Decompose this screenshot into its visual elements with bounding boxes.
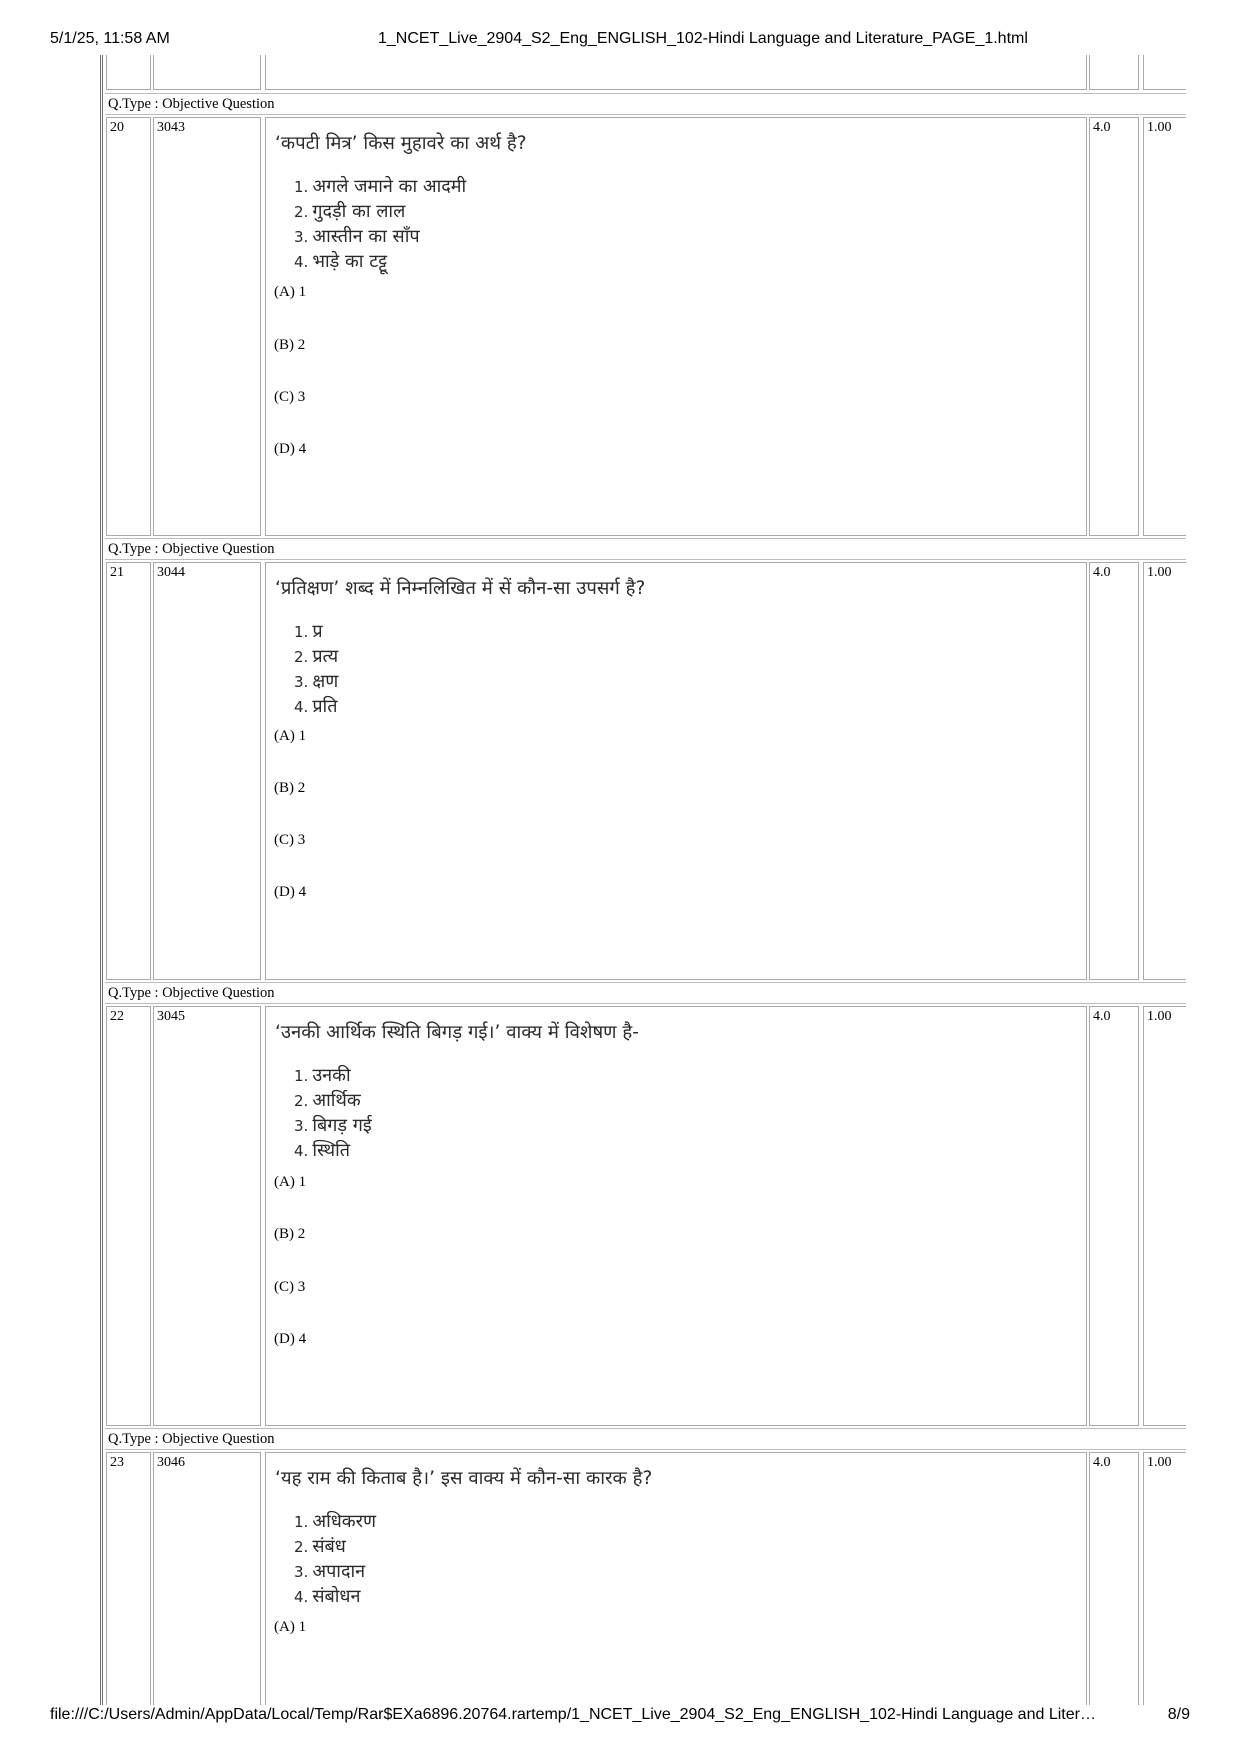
option-item [294,224,466,249]
question-marks: 4.0 [1089,562,1139,980]
option-item [294,1138,372,1163]
question-text: ‘प्रतिक्षण’ शब्द में निम्नलिखित में सें कौन-सा उपसर्ग है? [275,578,646,599]
question-marks: 4.0 [1089,117,1139,536]
print-url: file:///C:/Users/Admin/AppData/Local/Temp/Rar$EXa6896.20764.rartemp/1_NCET_Live_2904_S2_Eng_ENGLISH_102-Hindi Language and Liter… [50,1706,1096,1723]
option-item [294,249,466,274]
qtype-row: Q.Type : Objective Question [105,1428,1186,1450]
option-item [294,1559,376,1584]
option-list [294,619,338,719]
carry-cell-id [153,55,261,90]
print-page-number: 8/9 [1167,1706,1190,1723]
question-id: 3045 [153,1006,261,1426]
option-item [294,644,338,669]
print-title: 1_NCET_Live_2904_S2_Eng_ENGLISH_102-Hindi Language and Literature_PAGE_1.html [378,30,1028,47]
question-number: 23 [106,1452,151,1705]
option-item [294,1584,376,1609]
question-negative-marks: 1.00 [1143,1006,1186,1426]
answer-choice: (A) 1 [274,1174,307,1190]
option-number: 4. [294,1142,309,1160]
option-number: 3. [294,673,309,691]
option-text: अगले जमाने का आदमी [312,176,467,197]
carry-cell-question [265,55,1087,90]
question-marks: 4.0 [1089,1006,1139,1426]
option-item [294,1534,376,1559]
question-body [265,562,1087,980]
option-text: गुदड़ी का लाल [312,201,406,222]
question-marks: 4.0 [1089,1452,1139,1705]
option-list [294,1509,376,1609]
option-number: 4. [294,1588,309,1606]
option-number: 4. [294,698,309,716]
question-table [100,55,1186,1705]
option-number: 3. [294,1117,309,1135]
option-text: आस्तीन का साँप [312,226,420,247]
option-number: 2. [294,1538,309,1556]
answer-choice: (B) 2 [274,1226,306,1242]
option-text: भाड़े का टट्टू [312,251,388,272]
option-text: क्षण [312,671,339,692]
option-text: अपादान [312,1561,366,1582]
carry-cell-marks [1089,55,1139,90]
answer-choice: (C) 3 [274,832,306,848]
option-text: प्रति [312,696,338,717]
question-body [265,117,1087,536]
answer-choice: (A) 1 [274,728,307,744]
answer-choice: (B) 2 [274,337,306,353]
question-text: ‘उनकी आर्थिक स्थिति बिगड़ गई।’ वाक्य में विशेषण है- [275,1022,639,1043]
question-text: ‘कपटी मित्र’ किस मुहावरे का अर्थ है? [275,133,527,154]
question-id: 3044 [153,562,261,980]
question-text: ‘यह राम की किताब है।’ इस वाक्य में कौन-सा कारक है? [275,1468,653,1489]
option-text: बिगड़ गई [312,1115,372,1136]
print-datetime: 5/1/25, 11:58 AM [50,30,170,47]
option-number: 1. [294,1513,309,1531]
option-item [294,1113,372,1138]
answer-choice: (C) 3 [274,1279,306,1295]
option-item [294,174,466,199]
option-text: प्रत्य [312,646,339,667]
question-number: 20 [106,117,151,536]
question-negative-marks: 1.00 [1143,117,1186,536]
option-item [294,1509,376,1534]
carry-cell-negative [1143,55,1186,90]
option-text: संबोधन [312,1586,361,1607]
option-text: प्र [312,621,323,642]
qtype-row: Q.Type : Objective Question [105,538,1186,560]
answer-choice: (A) 1 [274,284,307,300]
option-text: आर्थिक [312,1090,361,1111]
option-item [294,669,338,694]
answer-choice: (C) 3 [274,389,306,405]
option-number: 3. [294,228,309,246]
option-number: 1. [294,178,309,196]
answer-choice: (D) 4 [274,884,307,900]
qtype-row: Q.Type : Objective Question [105,982,1186,1004]
option-text: अधिकरण [312,1511,376,1532]
option-number: 1. [294,1067,309,1085]
question-body [265,1006,1087,1426]
option-number: 2. [294,203,309,221]
print-footer [0,1706,1240,1728]
option-item [294,619,338,644]
question-negative-marks: 1.00 [1143,1452,1186,1705]
option-number: 2. [294,1092,309,1110]
option-item [294,1063,372,1088]
option-number: 2. [294,648,309,666]
print-header [0,30,1240,52]
option-text: उनकी [312,1065,351,1086]
option-number: 3. [294,1563,309,1581]
option-text: स्थिति [312,1140,351,1161]
question-number: 21 [106,562,151,980]
option-text: संबंध [312,1536,346,1557]
answer-choice: (D) 4 [274,441,307,457]
option-item [294,694,338,719]
carry-cell-number [106,55,151,90]
question-number: 22 [106,1006,151,1426]
option-item [294,199,466,224]
option-list [294,174,466,274]
answer-choice: (D) 4 [274,1331,307,1347]
question-negative-marks: 1.00 [1143,562,1186,980]
qtype-row: Q.Type : Objective Question [105,93,1186,115]
answer-choice: (A) 1 [274,1619,307,1635]
answer-choice: (B) 2 [274,780,306,796]
option-number: 1. [294,623,309,641]
question-body [265,1452,1087,1705]
carry-over-row [103,55,1186,93]
question-id: 3046 [153,1452,261,1705]
option-list [294,1063,372,1163]
option-number: 4. [294,253,309,271]
question-id: 3043 [153,117,261,536]
option-item [294,1088,372,1113]
